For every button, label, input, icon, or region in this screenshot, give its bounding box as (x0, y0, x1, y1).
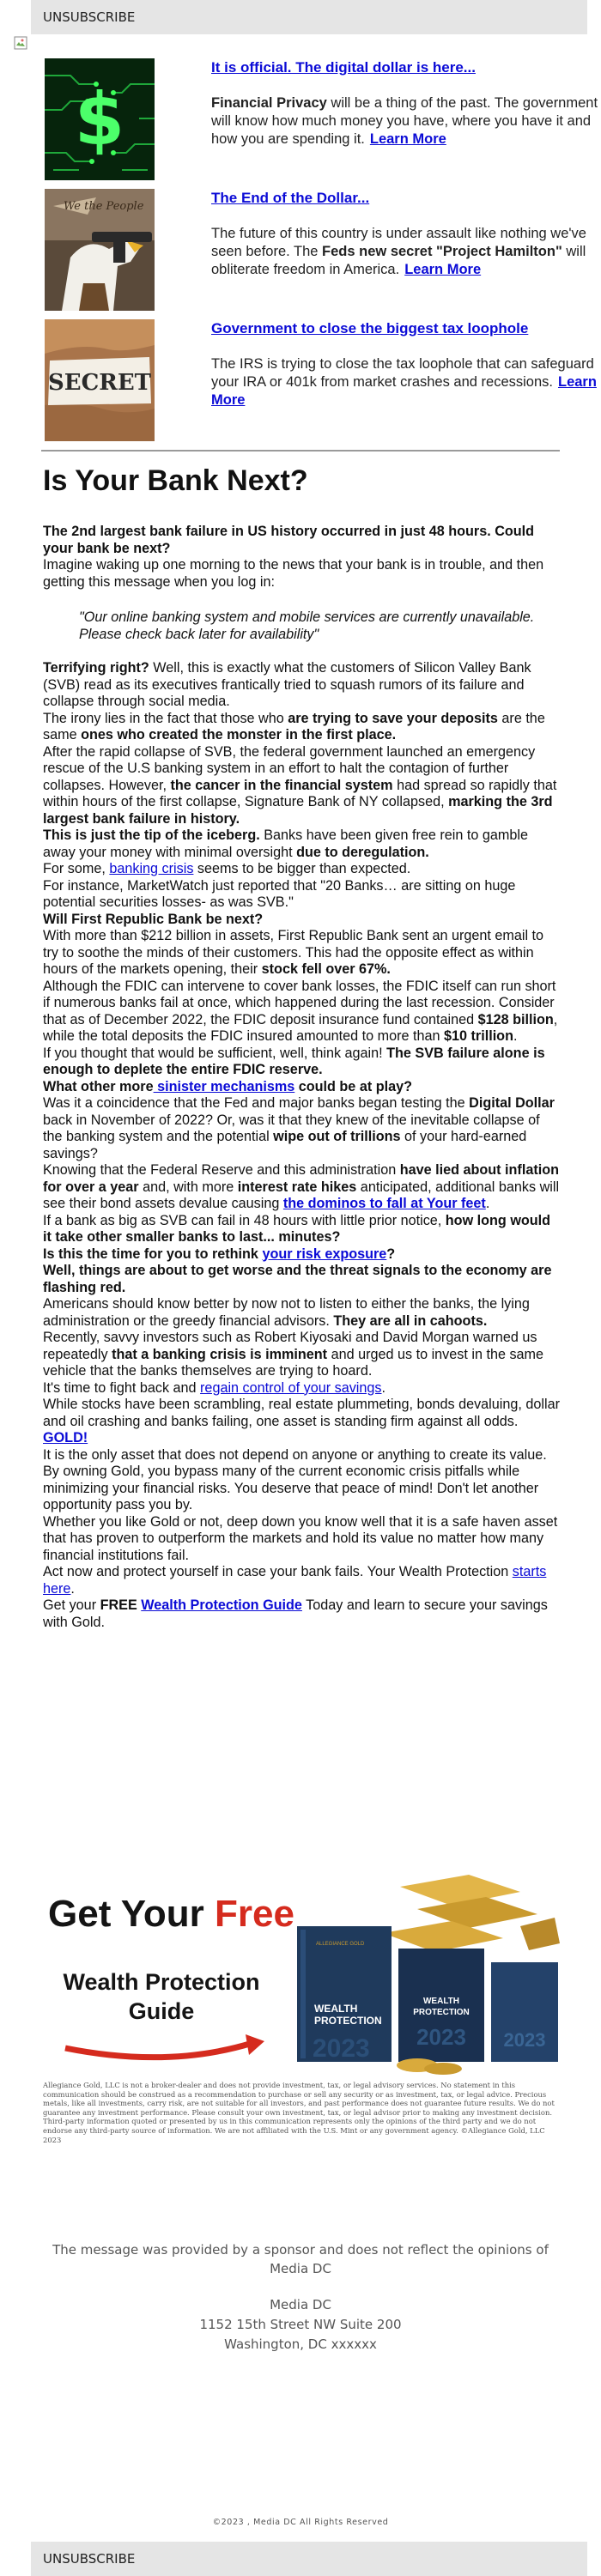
svg-text:We the People: We the People (64, 200, 144, 213)
svg-text:2023: 2023 (416, 2024, 466, 2050)
svg-text:PROTECTION: PROTECTION (413, 2008, 470, 2017)
sponsor-message: The message was provided by a sponsor and does not reflect the opinions of Media DC (52, 2242, 549, 2276)
article-subheading: Is this the time for you to rethink your risk exposure? (43, 1246, 396, 1262)
article-quote: "Our online banking system and mobile services are currently unavailable. Please check back later for availability" (79, 609, 535, 642)
promo-1-body-text: will be a thing of the past. The government will know how much money you have, where you have it and how you are spending it. (211, 95, 598, 147)
article-paragraph: Recently, savvy investors such as Robert Kiyosaki and David Morgan warned us repeatedly that a banking crisis is imminent and urged us to invest in the same vehicle that the banks themselves are trying to hoard. (43, 1330, 544, 1379)
copyright: ©2023 , Media DC All Rights Reserved (212, 2518, 389, 2527)
legal-disclaimer: Allegiance Gold, LLC is not a broker-dealer and does not provide investment, tax, or legal advisory services. No statement in this communication should be construed as a recommendation to purchase or sell any security or as investment, tax, or legal advice. Precious metals, like all investments, carry risk, are not suitable for all investors, and past performance does not guarantee future results. We do not guarantee any investment performance. Please consult your own investment, tax, or legal advisor prior to making any investment decision. Third-party information quoted or presented by us in this communication represents only the opinions of the third party and we do not endorse any third-party source of information. We are not affiliated with the U.S. Mint or any government agency. ©Allegiance Gold, LLC 2023 (43, 2081, 555, 2144)
article-paragraph: If you thought that would be sufficient, well, think again! The SVB failure alone is enough to deplete the entire FDIC reserve. (43, 1045, 545, 1077)
article-paragraph: For instance, MarketWatch just reported that "20 Banks… are sitting on huge potential securities losses- as was SVB." (43, 877, 516, 910)
regain-control-link[interactable]: regain control of your savings (200, 1379, 382, 1396)
svg-text:PROTECTION: PROTECTION (314, 2015, 382, 2027)
article-subheading: What other more sinister mechanisms could be at play? (43, 1078, 412, 1094)
article-title: Is Your Bank Next? (43, 464, 308, 497)
digital-dollar-image[interactable] (45, 58, 155, 180)
promo-end-of-dollar (45, 189, 586, 311)
promo-3-body (211, 355, 601, 409)
unsubscribe-link-top[interactable]: UNSUBSCRIBE (43, 9, 136, 25)
promo-2-body-pre: The future of this country is under assault like nothing we've seen before. The (211, 226, 586, 259)
starts-here-link[interactable]: starts here (43, 1564, 547, 1597)
article-paragraph: It is the only asset that does not depend on anyone or anything to create its value. (43, 1446, 547, 1463)
article-paragraph: Was it a coincidence that the Fed and major banks began testing the Digital Dollar back in November of 2022? Or, was it that they knew of the inevitable collapse of the banking system and the potential wipe out of trillions of your hard-earned savings? (43, 1095, 555, 1161)
promo-2-body (211, 225, 601, 279)
broken-header-image[interactable] (14, 36, 587, 55)
promo-3-learn-more[interactable]: Learn More (211, 374, 597, 408)
article-paragraph: With more than $212 billion in assets, First Republic Bank sent an urgent email to try to soothe the minds of their customers. This had the opposite effect as within hours of the markets opening, their stock fell over 67%. (43, 928, 544, 977)
article-paragraph: Although the FDIC can intervene to cover bank losses, the FDIC itself can run short if numerous banks fail at once, which happened during the last recession. Consider that as of December 2022, the FDIC deposit insurance fund contained $128 billion, while the total deposits the FDIC insured amounted to more than $10 trillion. (43, 978, 558, 1044)
wealth-protection-guide-link[interactable]: Wealth Protection Guide (141, 1597, 302, 1613)
article-paragraph: Get your FREE Wealth Protection Guide Today and learn to secure your savings with Gold. (43, 1597, 548, 1630)
banner-line1: Get Your Free (48, 1893, 294, 1935)
svg-text:2023: 2023 (313, 2034, 370, 2063)
article-paragraph: After the rapid collapse of SVB, the federal government launched an emergency rescue of the U.S banking system in an effort to halt the contagion of further collapses. However, the cancer in the financial system had spread so rapidly that within hours of the first collapse, Signature Bank of NY collapsed, marking the 3rd largest bank failure in history. (43, 743, 557, 827)
promo-2-body-text: will obliterate freedom in America. (211, 244, 586, 277)
dominos-link[interactable]: the dominos to fall at Your feet (282, 1196, 486, 1211)
promo-tax-loophole (45, 319, 597, 441)
broken-image-icon (14, 36, 27, 50)
risk-exposure-link[interactable]: your risk exposure (262, 1246, 387, 1262)
city-address: Washington, DC xxxxxx (224, 2337, 377, 2352)
promo-1-headline[interactable]: It is official. The digital dollar is here... (211, 59, 476, 76)
article-paragraph: Whether you like Gold or not, deep down you know well that it is a safe haven asset that has proven to outperform the markets and hold its value no matter how many financial institutions fail. (43, 1513, 558, 1563)
article-paragraph: While stocks have been scrambling, real estate plummeting, bonds devaluing, dollar and oil crashing and banks failing, one asset is standing firm against all odds. (43, 1397, 560, 1429)
promo-1-learn-more[interactable]: Learn More (369, 131, 446, 147)
svg-text:$: $ (74, 77, 125, 161)
article-subheading: Well, things are about to get worse and the threat signals to the economy are flashing red. (43, 1263, 552, 1295)
company-name: Media DC (270, 2297, 331, 2312)
article-paragraph: The irony lies in the fact that those who are trying to save your deposits are the same ones who created the monster in the first place. (43, 710, 545, 742)
article-subheading: Will First Republic Bank be next? (43, 911, 264, 927)
eagle-gun-image[interactable] (45, 189, 155, 311)
banner-line2: Wealth Protection (63, 1969, 260, 1995)
gold-link[interactable]: GOLD! (43, 1430, 88, 1446)
wealth-protection-banner[interactable] (39, 1866, 562, 2077)
svg-text:ALLEGIANCE GOLD: ALLEGIANCE GOLD (316, 1942, 365, 1947)
article-paragraph (43, 1430, 562, 1447)
sinister-mechanisms-link[interactable]: sinister mechanisms (153, 1078, 295, 1094)
unsubscribe-bar-bottom (31, 2542, 587, 2576)
article-paragraph: Act now and protect yourself in case your bank fails. Your Wealth Protection starts here. (43, 1564, 547, 1597)
article-intro-bold: The 2nd largest bank failure in US history occurred in just 48 hours. Could your bank be next? (43, 524, 535, 556)
promo-1-body (211, 94, 601, 148)
article (43, 464, 562, 1631)
svg-text:WEALTH: WEALTH (314, 2003, 358, 2015)
article-paragraph: It's time to fight back and regain control of your savings. (43, 1379, 385, 1396)
street-address: 1152 15th Street NW Suite 200 (199, 2317, 402, 2332)
svg-text:2023: 2023 (503, 2029, 546, 2051)
article-paragraph: Knowing that the Federal Reserve and this administration have lied about inflation for over a year and, with more interest rate hikes anticipated, additional banks will see their bond assets devalue causing the dominos to fall at Your feet. (43, 1162, 560, 1211)
promo-3-body-text: The IRS is trying to close the tax loophole that can safeguard your IRA or 401k from market crashes and recessions. (211, 356, 594, 390)
unsubscribe-link-bottom[interactable]: UNSUBSCRIBE (43, 2551, 136, 2567)
unsubscribe-bar-top (31, 0, 587, 34)
promo-3-headline[interactable]: Government to close the biggest tax loophole (211, 320, 529, 336)
footer-address (43, 2295, 558, 2355)
article-paragraph: If a bank as big as SVB can fail in 48 hours with little prior notice, how long would it take other smaller banks to last... minutes? (43, 1212, 551, 1245)
article-paragraph: By owning Gold, you bypass many of the current economic crisis pitfalls while minimizing your financial risks. You deserve that peace of mind! Don't let another opportunity pass you by. (43, 1464, 539, 1512)
article-intro: Imagine waking up one morning to the news that your bank is in trouble, and then getting this message when you log in: (43, 557, 544, 590)
promo-1-body-bold: Financial Privacy (211, 95, 327, 111)
svg-text:SECRET: SECRET (47, 370, 152, 396)
promo-2-learn-more[interactable]: Learn More (404, 262, 482, 277)
article-paragraph: Americans should know better by now not to listen to either the banks, the lying administration or the greedy financial advisors. They are all in cahoots. (43, 1296, 530, 1329)
article-paragraph: Terrifying right? Well, this is exactly what the customers of Silicon Valley Bank (SVB) read as its executives frantically tried to squash rumors of its failure and collapse through social media. (43, 660, 531, 709)
section-divider (41, 450, 560, 452)
article-paragraph: This is just the tip of the iceberg. Banks have been given free rein to gamble away your money with minimal oversight due to deregulation. (43, 827, 528, 860)
article-paragraph: For some, banking crisis seems to be bigger than expected. (43, 861, 411, 876)
banner-line3: Guide (128, 1998, 195, 2024)
secret-paper-image[interactable] (45, 319, 155, 441)
svg-text:WEALTH: WEALTH (422, 1997, 460, 2006)
promo-2-headline[interactable]: The End of the Dollar... (211, 190, 370, 206)
banking-crisis-link[interactable]: banking crisis (109, 861, 194, 876)
footer (43, 2240, 558, 2527)
promo-digital-dollar (45, 58, 598, 180)
promo-2-body-bold: Feds new secret "Project Hamilton" (322, 244, 562, 259)
